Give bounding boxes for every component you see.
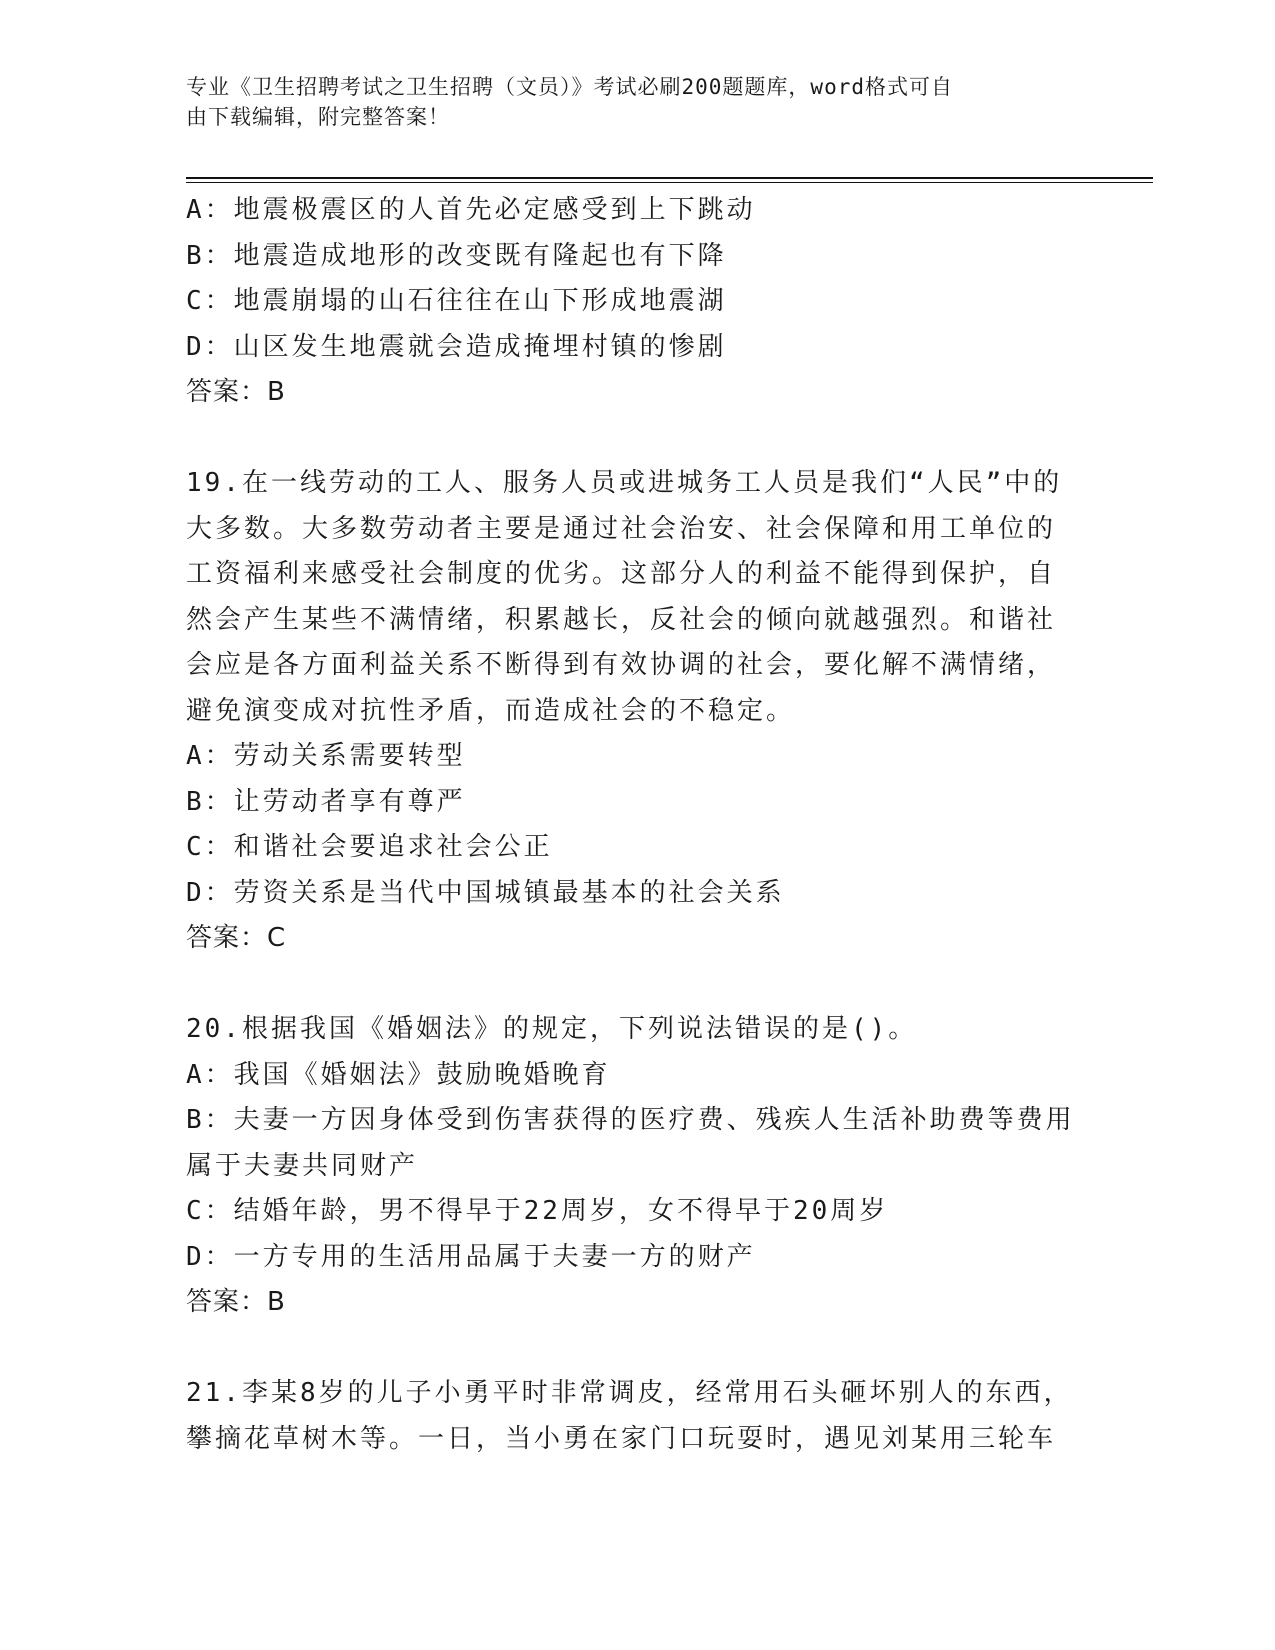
spacer <box>186 416 1086 462</box>
header-line: 由下载编辑，附完整答案！ <box>186 105 450 129</box>
header-divider <box>186 177 1153 179</box>
document-body <box>186 188 1086 1462</box>
option-d: D：山区发生地震就会造成掩埋村镇的惨剧 <box>186 331 727 362</box>
question-stem-line: 避免演变成对抗性矛盾，而造成社会的不稳定。 <box>186 695 796 726</box>
option-b: B：夫妻一方因身体受到伤害获得的医疗费、残疾人生活补助费等费用 <box>186 1105 1075 1135</box>
question-stem-line: 工资福利来感受社会制度的优劣。这部分人的利益不能得到保护，自 <box>186 559 1057 589</box>
question-stem-line: 攀摘花草树木等。一日，当小勇在家门口玩耍时，遇见刘某用三轮车 <box>186 1423 1057 1454</box>
question-19 <box>186 461 1086 962</box>
answer: 答案：B <box>186 1287 286 1317</box>
question-stem-line: 19.在一线劳动的工人、服务人员或进城务工人员是我们“人民”中的 <box>186 468 1063 498</box>
question-20 <box>186 1007 1086 1326</box>
question-18 <box>186 188 1086 416</box>
option-a: A：我国《婚姻法》鼓励晚婚晚育 <box>186 1059 611 1090</box>
question-stem-line: 20.根据我国《婚姻法》的规定，下列说法错误的是()。 <box>186 1014 918 1044</box>
answer: 答案：B <box>186 377 286 407</box>
question-21 <box>186 1371 1086 1462</box>
option-b: B：让劳动者享有尊严 <box>186 786 466 817</box>
spacer <box>186 962 1086 1008</box>
question-stem-line: 大多数。大多数劳动者主要是通过社会治安、社会保障和用工单位的 <box>186 513 1057 544</box>
question-stem-line: 然会产生某些不满情绪，积累越长，反社会的倾向就越强烈。和谐社 <box>186 604 1057 635</box>
option-c: C：地震崩塌的山石往往在山下形成地震湖 <box>186 286 727 316</box>
header-divider-thin <box>186 182 1153 183</box>
option-c: C：和谐社会要追求社会公正 <box>186 832 553 862</box>
option-c: C：结婚年龄，男不得早于22周岁，女不得早于20周岁 <box>186 1196 889 1226</box>
option-b-continued: 属于夫妻共同财产 <box>186 1150 419 1181</box>
option-d: D：一方专用的生活用品属于夫妻一方的财产 <box>186 1241 756 1272</box>
answer: 答案：C <box>186 923 287 953</box>
document-header <box>186 72 1066 132</box>
spacer <box>186 1326 1086 1372</box>
header-line: 专业《卫生招聘考试之卫生招聘（文员）》考试必刷200题题库，word格式可自 <box>186 75 953 99</box>
option-a: A：地震极震区的人首先必定感受到上下跳动 <box>186 195 756 225</box>
question-stem-line: 会应是各方面利益关系不断得到有效协调的社会，要化解不满情绪， <box>186 650 1057 680</box>
option-a: A：劳动关系需要转型 <box>186 741 466 771</box>
question-stem-line: 21.李某8岁的儿子小勇平时非常调皮，经常用石头砸坏别人的东西， <box>186 1378 1073 1408</box>
option-b: B：地震造成地形的改变既有隆起也有下降 <box>186 240 727 271</box>
option-d: D：劳资关系是当代中国城镇最基本的社会关系 <box>186 877 785 908</box>
